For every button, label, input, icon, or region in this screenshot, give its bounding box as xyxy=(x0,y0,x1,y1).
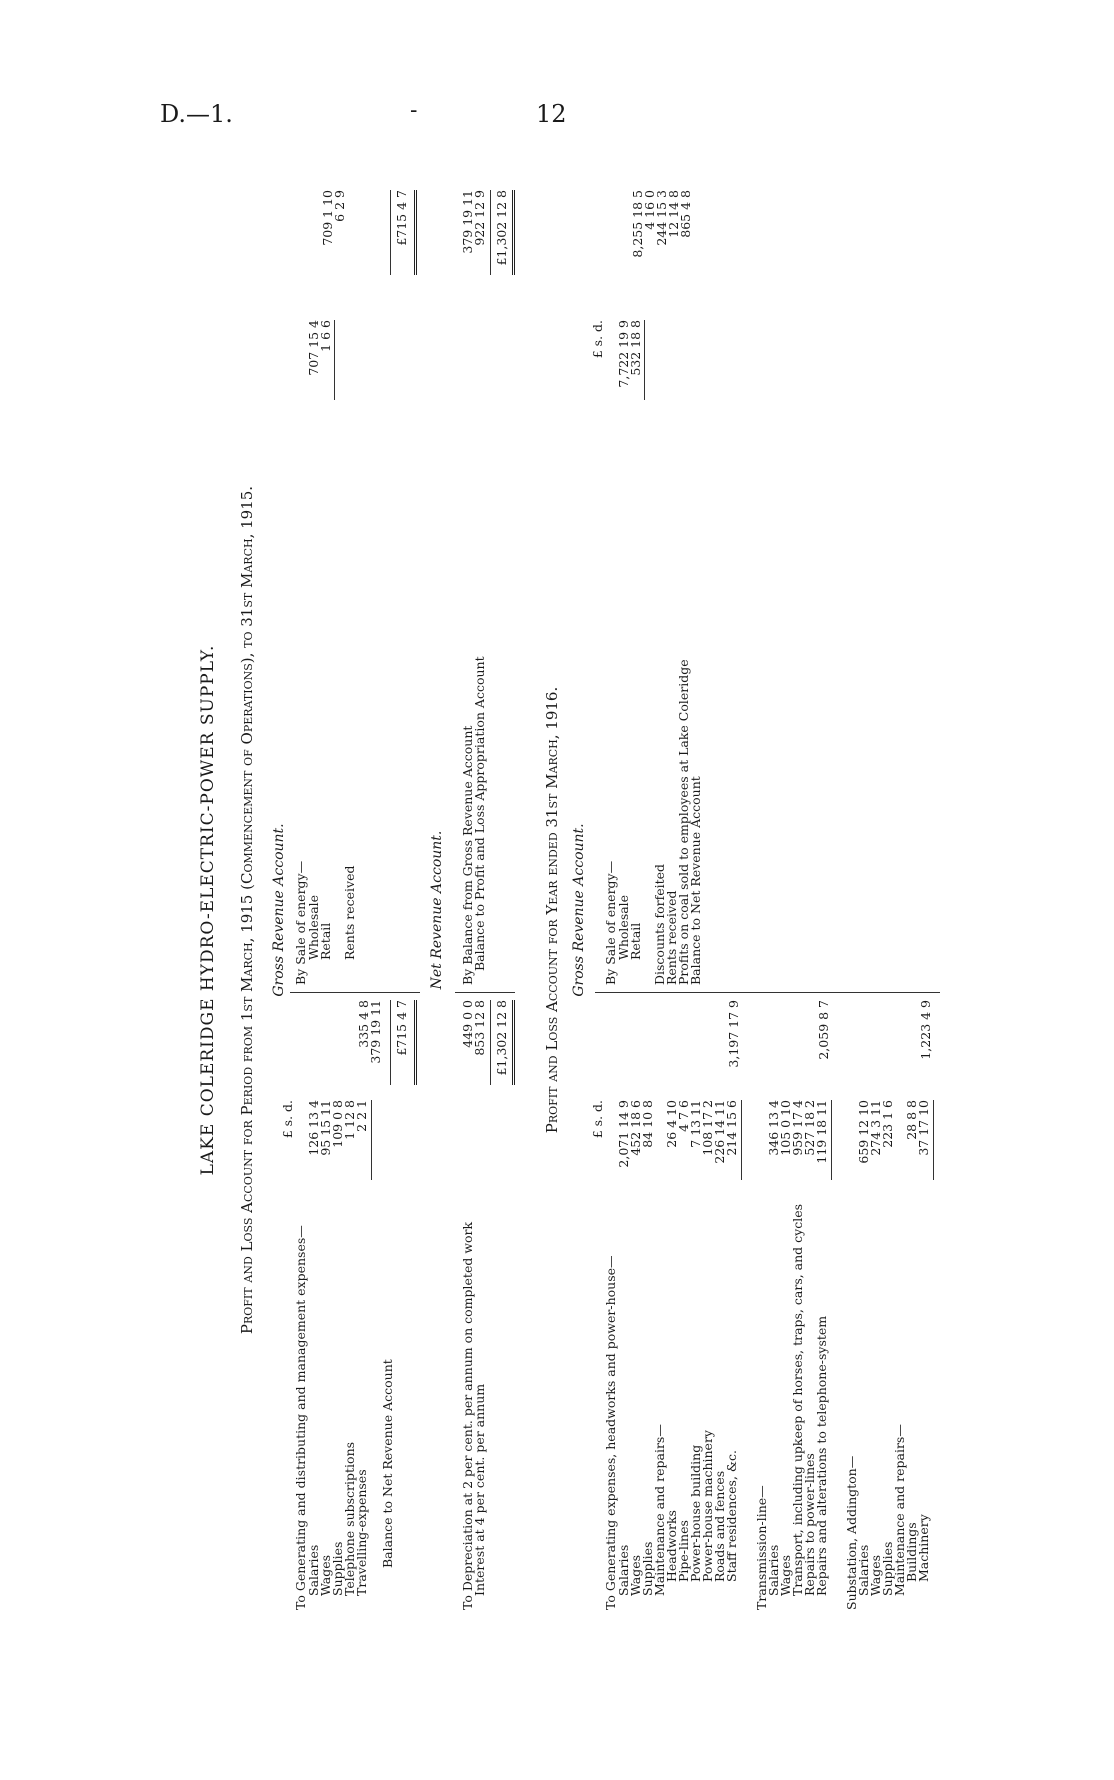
header-dash: - xyxy=(410,98,418,123)
account2-trans-amount: 959 17 4 xyxy=(790,1100,805,1156)
account1-item-amount: 109 0 8 xyxy=(330,1100,345,1148)
account2-trans-amount: 346 13 4 xyxy=(766,1100,781,1156)
rotated-document-body xyxy=(200,160,1100,1660)
rule xyxy=(741,1100,742,1180)
account2-gen-total: 3,197 17 9 xyxy=(726,1000,741,1068)
account2-trans-item: Wages xyxy=(778,1554,793,1596)
account1-item-label: Travelling-expenses xyxy=(354,1469,369,1596)
net-right-amount: 379 19 11 xyxy=(460,190,475,254)
account2-maint-item: Pipe-lines xyxy=(676,1520,691,1582)
account1-right-item-label: Retail xyxy=(318,922,333,960)
account1-item-amount: 95 15 11 xyxy=(318,1100,333,1156)
account2-other-amount: 4 16 0 xyxy=(642,190,657,230)
document-title: LAKE COLERIDGE HYDRO-ELECTRIC-POWER SUPPLY. xyxy=(198,644,218,1176)
account2-sub-item: Supplies xyxy=(880,1541,895,1596)
net-left-label: Interest at 4 per cent. per annum xyxy=(472,1383,487,1596)
account2-right-group: By Sale of energy— xyxy=(603,860,618,985)
account2-right-item-label: Retail xyxy=(628,922,643,960)
column-divider xyxy=(290,992,420,993)
account2-sub-maint-item: Machinery xyxy=(916,1514,931,1582)
account1-item-amount: 1 12 8 xyxy=(342,1100,357,1140)
net-right-amount: 922 12 9 xyxy=(472,190,487,246)
account1-right-total: £715 4 7 xyxy=(394,190,409,246)
account2-trans-item: Repairs to power-lines xyxy=(802,1453,817,1596)
account2-trans-item: Salaries xyxy=(766,1544,781,1596)
account1-rents-label: Rents received xyxy=(342,865,357,960)
account2-item-label: Wages xyxy=(628,1554,643,1596)
account1-heading: Profit and Loss Account for Period from 1st March, 1915 (Commencement of Operations), to 31st March, 1915. xyxy=(238,485,256,1335)
account2-other-amount: 244 15 3 xyxy=(654,190,669,246)
account2-maint-item: Headworks xyxy=(664,1510,679,1582)
rule xyxy=(644,320,645,400)
column-divider xyxy=(455,992,515,993)
account2-sub-maint-item: Buildings xyxy=(904,1522,919,1582)
account1-rents-amount: 6 2 9 xyxy=(332,190,347,222)
rule xyxy=(334,320,335,400)
account2-trans-total: 2,059 8 7 xyxy=(816,1000,831,1060)
net-right-total: £1,302 12 8 xyxy=(494,190,509,266)
account1-item-label: Wages xyxy=(318,1554,333,1596)
account2-sub-item: Wages xyxy=(868,1554,883,1596)
account2-right-subtotal: 8,255 18 5 xyxy=(630,190,645,258)
account1-gross-title: Gross Revenue Account. xyxy=(271,823,287,997)
account2-maint-amount: 26 4 10 xyxy=(664,1100,679,1148)
account2-trans-amount: 105 0 10 xyxy=(778,1100,793,1156)
account1-left-total: £715 4 7 xyxy=(394,1000,409,1056)
account2-sub-amount: 659 12 10 xyxy=(856,1100,871,1164)
account1-left-subtotal: 335 4 8 xyxy=(356,1000,371,1048)
account2-sub-group: Substation, Addington— xyxy=(844,1455,859,1610)
account1-item-label: Telephone subscriptions xyxy=(342,1441,357,1596)
account2-other-label: Discounts forfeited xyxy=(652,863,667,985)
account2-right-item-amount: 7,722 19 9 xyxy=(616,320,631,388)
account2-item-amount: 2,071 14 9 xyxy=(616,1100,631,1168)
account2-maint-item: Roads and fences xyxy=(712,1470,727,1582)
account2-other-label: Profits on coal sold to employees at Lake Coleridge xyxy=(676,659,691,985)
net-left-total: £1,302 12 8 xyxy=(494,1000,509,1076)
account2-item-label: Supplies xyxy=(640,1541,655,1596)
account2-sub-maint-amount: 37 17 10 xyxy=(916,1100,931,1156)
double-rule xyxy=(512,190,515,275)
account1-item-label: Supplies xyxy=(330,1541,345,1596)
account1-right-item-amount: 707 15 4 xyxy=(306,320,321,376)
rule xyxy=(390,190,391,275)
account2-right-item-label: Wholesale xyxy=(616,894,631,960)
account2-trans-item: Transport, including upkeep of horses, traps, cars, and cycles xyxy=(790,1203,805,1596)
double-rule xyxy=(414,190,417,275)
account1-right-item-amount: 1 6 6 xyxy=(318,320,333,352)
double-rule xyxy=(512,1000,515,1085)
account2-sub-maint-amount: 28 8 8 xyxy=(904,1100,919,1140)
rule xyxy=(831,1100,832,1180)
account2-trans-amount: 119 18 11 xyxy=(814,1100,829,1164)
rule xyxy=(490,1000,491,1085)
account2-maint-amount: 7 13 11 xyxy=(688,1100,703,1148)
account1-item-label: Salaries xyxy=(306,1544,321,1596)
account2-other-amount: 12 14 8 xyxy=(666,190,681,238)
account2-trans-amount: 527 18 2 xyxy=(802,1100,817,1156)
account2-trans-group: Transmission-line— xyxy=(754,1485,769,1610)
net-left-label: To Depreciation at 2 per cent. per annum on completed work xyxy=(460,1221,475,1610)
account1-balance-label: Balance to Net Revenue Account xyxy=(380,1359,395,1568)
account2-sub-amount: 274 3 11 xyxy=(868,1100,883,1156)
account2-maint-item: Power-house building xyxy=(688,1444,703,1582)
document-reference: D.—1. xyxy=(160,100,233,128)
account1-right-subtotal: 709 1 10 xyxy=(320,190,335,246)
account2-other-label: Balance to Net Revenue Account xyxy=(688,776,703,985)
account2-maint-amount: 4 7 6 xyxy=(676,1100,691,1132)
account1-item-amount: 2 2 1 xyxy=(354,1100,369,1132)
column-divider xyxy=(595,992,940,993)
account2-other-label: Rents received xyxy=(664,890,679,985)
rule xyxy=(390,1000,391,1085)
account1-left-group: To Generating and distributing and management expenses— xyxy=(293,1225,308,1610)
account2-maint-amount: 214 15 6 xyxy=(724,1100,739,1156)
account2-heading: Profit and Loss Account for Year ended 31st March, 1916. xyxy=(543,686,561,1134)
net-right-label: Balance to Profit and Loss Appropriation Account xyxy=(472,656,487,971)
rule xyxy=(371,1100,372,1180)
account2-gross-title: Gross Revenue Account. xyxy=(571,823,587,997)
account2-item-amount: 452 18 6 xyxy=(628,1100,643,1156)
account2-item-amount: 84 10 8 xyxy=(640,1100,655,1148)
account2-maint-item: Power-house machinery xyxy=(700,1430,715,1582)
rule xyxy=(490,190,491,275)
account2-maint-amount: 226 14 11 xyxy=(712,1100,727,1164)
account2-sub-total: 1,223 4 9 xyxy=(918,1000,933,1060)
account2-right-lsd: £ s. d. xyxy=(590,320,605,359)
account2-right-item-amount: 532 18 8 xyxy=(628,320,643,376)
account2-other-amount: 865 4 8 xyxy=(678,190,693,238)
account2-item-label: Salaries xyxy=(616,1544,631,1596)
account2-sub-amount: 223 1 6 xyxy=(880,1100,895,1148)
page-number: 12 xyxy=(536,100,567,128)
net-left-amount: 853 12 8 xyxy=(472,1000,487,1056)
account2-sub-item: Salaries xyxy=(856,1544,871,1596)
account1-item-amount: 126 13 4 xyxy=(306,1100,321,1156)
account1-lsd-header: £ s. d. xyxy=(280,1100,295,1139)
account2-trans-item: Repairs and alterations to telephone-system xyxy=(814,1315,829,1596)
account1-net-title: Net Revenue Account. xyxy=(429,830,445,990)
net-left-amount: 449 0 0 xyxy=(460,1000,475,1048)
account1-balance-amount: 379 19 11 xyxy=(368,1000,383,1064)
net-right-label: By Balance from Gross Revenue Account xyxy=(460,725,475,985)
account1-right-item-label: Wholesale xyxy=(306,894,321,960)
double-rule xyxy=(414,1000,417,1085)
account2-gen-group: To Generating expenses, headworks and power-house— xyxy=(603,1255,618,1610)
account1-right-group: By Sale of energy— xyxy=(293,860,308,985)
account2-lsd-header: £ s. d. xyxy=(590,1100,605,1139)
account2-maint-label: Maintenance and repairs— xyxy=(652,1424,667,1596)
account2-sub-maint-label: Maintenance and repairs— xyxy=(892,1424,907,1596)
account2-maint-item: Staff residences, &c. xyxy=(724,1450,739,1582)
rule xyxy=(933,1100,934,1180)
account2-maint-amount: 108 17 2 xyxy=(700,1100,715,1156)
